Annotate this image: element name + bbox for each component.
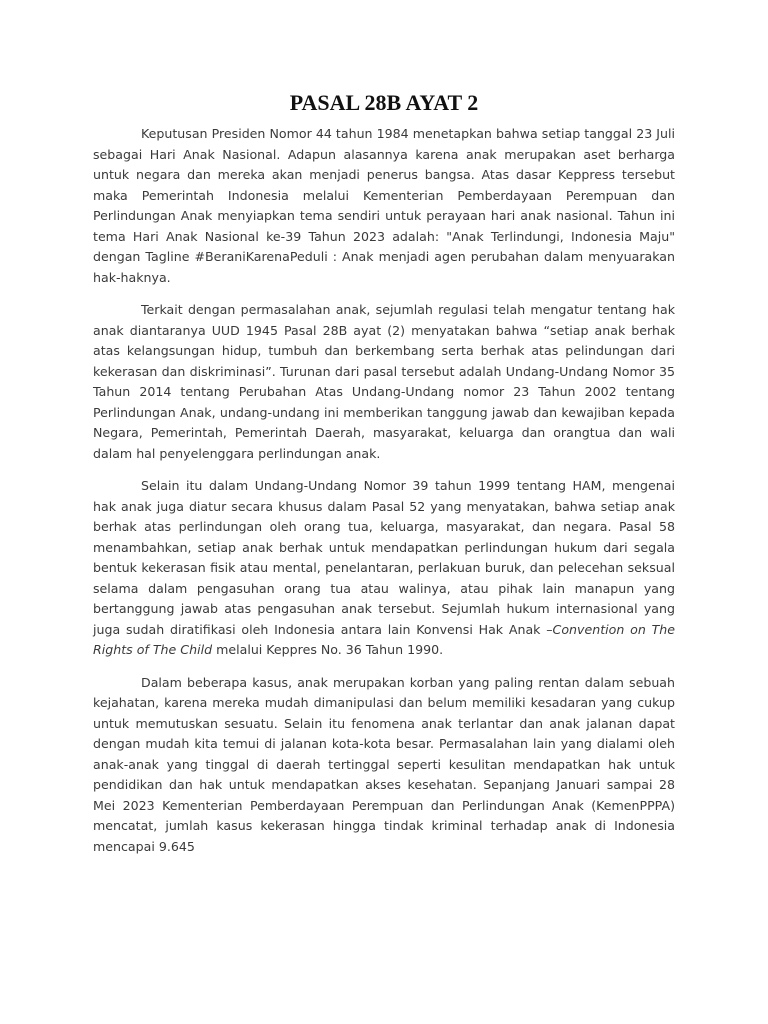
paragraph-undang-undang-ham [93, 476, 675, 661]
convention-title-italic: Convention on The Rights of The Child [93, 621, 675, 657]
paragraph-ham-text: Selain itu dalam Undang-Undang Nomor 39 tahun 1999 tentang HAM, mengenai hak anak juga diatur secara khusus dalam Pasal 52 yang menyatakan, bahwa setiap anak berhak atas perlindungan oleh orang tua, keluarga, masyarakat, dan negara. Pasal 58 menambahkan, setiap anak berhak untuk mendapatkan perlindungan hukum dari segala bentuk kekerasan fisik atau mental, penelantaran, perlakuan buruk, dan pelecehan seksual selama dalam pengasuhan orang tua atau walinya, atau pihak lain manapun yang bertanggung jawab atas pengasuhan anak tersebut. Sejumlah hukum internasional yang juga sudah diratifikasi oleh Indonesia antara lain Konvensi Hak Anak – [93, 478, 675, 637]
document-title: PASAL 28B AYAT 2 [289, 90, 479, 115]
paragraph-ham-text-end: melalui Keppres No. 36 Tahun 1990. [212, 642, 444, 657]
paragraph-hari-anak-nasional: Keputusan Presiden Nomor 44 tahun 1984 menetapkan bahwa setiap tanggal 23 Juli sebagai Hari Anak Nasional. Adapun alasannya karena anak merupakan aset berharga untuk negara dan mereka akan menjadi penerus bangsa. Atas dasar Keppress tersebut maka Pemerintah Indonesia melalui Kementerian Pemberdayaan Perempuan dan Perlindungan Anak menyiapkan tema sendiri untuk perayaan hari anak nasional. Tahun ini tema Hari Anak Nasional ke-39 Tahun 2023 adalah: "Anak Terlindungi, Indonesia Maju" dengan Tagline #BeraniKarenaPeduli : Anak menjadi agen perubahan dalam menyuarakan hak-haknya. [93, 126, 675, 285]
document-page [93, 0, 675, 857]
paragraph-kasus-kekerasan-anak: Dalam beberapa kasus, anak merupakan korban yang paling rentan dalam sebuah kejahatan, karena mereka mudah dimanipulasi dan belum memiliki kesadaran yang cukup untuk memutuskan sesuatu. Selain itu fenomena anak terlantar dan anak jalanan dapat dengan mudah kita temui di jalanan kota-kota besar. Permasalahan lain yang dialami oleh anak-anak yang tinggal di daerah tertinggal seperti kesulitan mendapatkan hak untuk pendidikan dan hak untuk mendapatkan akses kesehatan. Sepanjang Januari sampai 28 Mei 2023 Kementerian Pemberdayaan Perempuan dan Perlindungan Anak (KemenPPPA) mencatat, jumlah kasus kekerasan hingga tindak kriminal terhadap anak di Indonesia mencapai 9.645 [93, 674, 675, 854]
paragraph-regulasi-hak-anak: Terkait dengan permasalahan anak, sejumlah regulasi telah mengatur tentang hak anak diantaranya UUD 1945 Pasal 28B ayat (2) menyatakan bahwa “setiap anak berhak atas kelangsungan hidup, tumbuh dan berkembang serta berhak atas pelindungan dari kekerasan dan diskriminasi”. Turunan dari pasal tersebut adalah Undang-Undang Nomor 35 Tahun 2014 tentang Perubahan Atas Undang-Undang nomor 23 Tahun 2002 tentang Perlindungan Anak, undang-undang ini memberikan tanggung jawab dan kewajiban kepada Negara, Pemerintah, Pemerintah Daerah, masyarakat, keluarga dan orangtua dan wali dalam hal penyelenggara perlindungan anak. [93, 302, 675, 461]
